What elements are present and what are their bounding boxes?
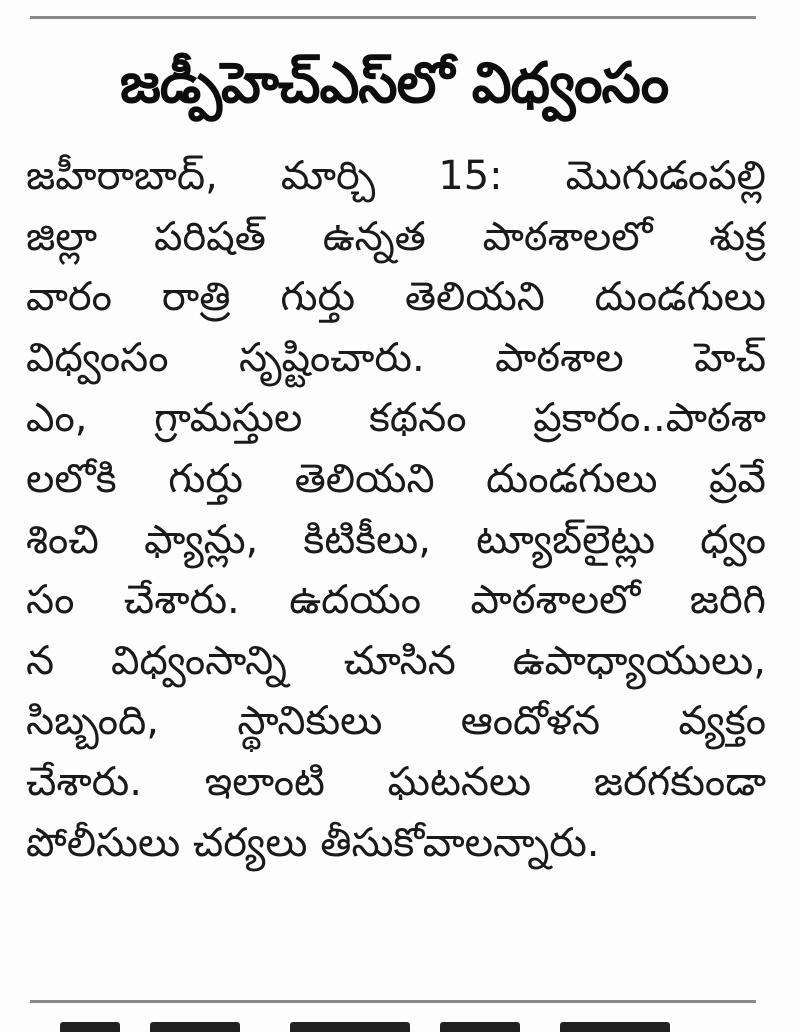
article-line: సం చేశారు. ఉదయం పాఠశాలలో జరిగి [26,577,766,624]
bottom-divider-rule [30,1000,756,1003]
article-line: సిబ్బంది, స్థానికులు ఆందోళన వ్యక్తం [26,698,766,745]
next-article-cropped-edge [40,1016,740,1032]
article-line: ఎం, గ్రామస్తుల కథనం ప్రకారం..పాఠశా [26,395,766,442]
article-line: శించి ఫ్యాన్లు, కిటికీలు, ట్యూబ్‌లైట్లు ధ్వం [26,516,766,563]
article-line: వారం రాత్రి గుర్తు తెలియని దుండగులు [26,274,766,321]
article-line: జిల్లా పరిషత్ ఉన్నత పాఠశాలలో శుక్ర [26,213,766,260]
article-line: లలోకి గుర్తు తెలియని దుండగులు ప్రవే [26,455,766,502]
article-line: చేశారు. ఇలాంటి ఘటనలు జరగకుండా [26,758,766,805]
article-line: పోలీసులు చర్యలు తీసుకోవాలన్నారు. [26,819,600,866]
article-body [26,146,766,873]
article-line: న విధ్వంసాన్ని చూసిన ఉపాధ్యాయులు, [26,637,766,684]
article-line: జహీరాబాద్, మార్చి 15: మొగుడంపల్లి [26,153,766,199]
article-line: విధ్వంసం సృష్టించారు. పాఠశాల హెచ్ [26,334,766,381]
article-headline: జడ్పీహెచ్ఎస్‌లో విధ్వంసం [119,51,669,116]
top-divider-rule [30,16,756,19]
